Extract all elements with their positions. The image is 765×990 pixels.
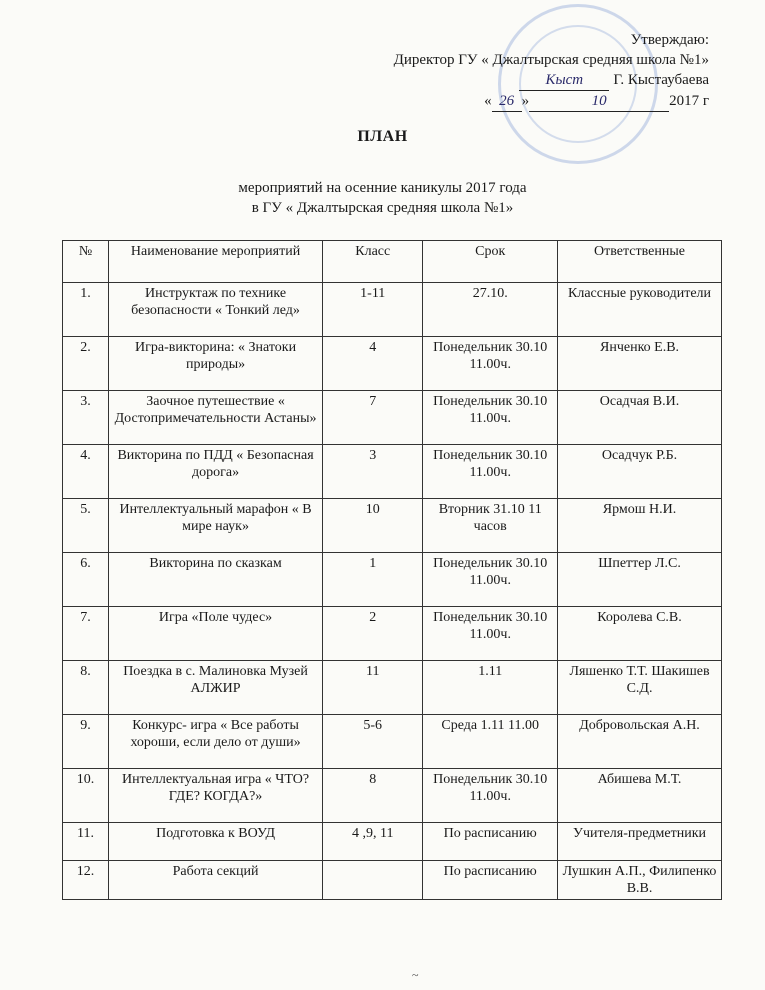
document-subtitle <box>0 178 765 218</box>
cell-resp: Шпеттер Л.С. <box>558 553 722 607</box>
cell-name: Подготовка к ВОУД <box>108 823 322 861</box>
table-row <box>63 607 722 661</box>
cell-resp: Абишева М.Т. <box>558 769 722 823</box>
table-row <box>63 769 722 823</box>
cell-num: 10. <box>63 769 109 823</box>
cell-name: Игра «Поле чудес» <box>108 607 322 661</box>
table-row <box>63 283 722 337</box>
table-row <box>63 861 722 900</box>
cell-name: Работа секций <box>108 861 322 900</box>
cell-term: Понедельник 30.10 11.00ч. <box>423 391 558 445</box>
cell-term: 27.10. <box>423 283 558 337</box>
table-row <box>63 823 722 861</box>
header-class: Класс <box>323 241 423 283</box>
header-term: Срок <box>423 241 558 283</box>
cell-name: Поездка в с. Малиновка Музей АЛЖИР <box>108 661 322 715</box>
cell-num: 6. <box>63 553 109 607</box>
cell-name: Интеллектуальная игра « ЧТО? ГДЕ? КОГДА?» <box>108 769 322 823</box>
cell-term: Понедельник 30.10 11.00ч. <box>423 769 558 823</box>
cell-resp: Лушкин А.П., Филипенко В.В. <box>558 861 722 900</box>
signature-line <box>289 70 709 91</box>
document-title: ПЛАН <box>357 128 408 145</box>
signature: Кыст <box>519 70 609 91</box>
table-row <box>63 715 722 769</box>
cell-cls: 8 <box>323 769 423 823</box>
cell-cls: 7 <box>323 391 423 445</box>
cell-resp: Королева С.В. <box>558 607 722 661</box>
cell-num: 7. <box>63 607 109 661</box>
cell-cls: 11 <box>323 661 423 715</box>
cell-num: 5. <box>63 499 109 553</box>
cell-term: Понедельник 30.10 11.00ч. <box>423 337 558 391</box>
cell-name: Заочное путешествие « Достопримечательности Астаны» <box>108 391 322 445</box>
cell-num: 8. <box>63 661 109 715</box>
date-year: 2017 г <box>669 93 709 109</box>
cell-term: По расписанию <box>423 861 558 900</box>
cell-resp: Добровольская А.Н. <box>558 715 722 769</box>
table-row <box>63 553 722 607</box>
date-month: 10 <box>529 91 669 112</box>
cell-term: Понедельник 30.10 11.00ч. <box>423 607 558 661</box>
header-responsible: Ответственные <box>558 241 722 283</box>
header-num: № <box>63 241 109 283</box>
cell-resp: Осадчая В.И. <box>558 391 722 445</box>
cell-resp: Классные руководители <box>558 283 722 337</box>
cell-cls: 4 ,9, 11 <box>323 823 423 861</box>
table-row <box>63 337 722 391</box>
cell-name: Конкурс- игра « Все работы хороши, если дело от души» <box>108 715 322 769</box>
cell-term: Понедельник 30.10 11.00ч. <box>423 445 558 499</box>
cell-num: 11. <box>63 823 109 861</box>
cell-num: 4. <box>63 445 109 499</box>
cell-name: Инструктаж по технике безопасности « Тонкий лед» <box>108 283 322 337</box>
cell-resp: Ляшенко Т.Т. Шакишев С.Д. <box>558 661 722 715</box>
cell-term: Среда 1.11 11.00 <box>423 715 558 769</box>
subtitle-line1: мероприятий на осенние каникулы 2017 года <box>238 180 527 196</box>
table-row <box>63 499 722 553</box>
cell-num: 9. <box>63 715 109 769</box>
cell-name: Интеллектуальный марафон « В мире наук» <box>108 499 322 553</box>
table-row <box>63 445 722 499</box>
cell-resp: Янченко Е.В. <box>558 337 722 391</box>
cell-cls: 2 <box>323 607 423 661</box>
cell-cls: 3 <box>323 445 423 499</box>
director-name: Г. Кыстаубаева <box>613 72 709 88</box>
table-row <box>63 391 722 445</box>
cell-name: Викторина по ПДД « Безопасная дорога» <box>108 445 322 499</box>
cell-name: Игра-викторина: « Знатоки природы» <box>108 337 322 391</box>
cell-num: 1. <box>63 283 109 337</box>
events-table <box>62 240 722 900</box>
page-mark: ~ <box>412 968 419 982</box>
cell-num: 3. <box>63 391 109 445</box>
cell-cls: 1 <box>323 553 423 607</box>
table-row <box>63 661 722 715</box>
table-header-row <box>63 241 722 283</box>
cell-resp: Учителя-предметники <box>558 823 722 861</box>
cell-cls: 10 <box>323 499 423 553</box>
cell-resp: Осадчук Р.Б. <box>558 445 722 499</box>
approval-line1: Утверждаю: <box>630 32 709 48</box>
header-name: Наименование мероприятий <box>108 241 322 283</box>
cell-term: По расписанию <box>423 823 558 861</box>
cell-name: Викторина по сказкам <box>108 553 322 607</box>
cell-term: 1.11 <box>423 661 558 715</box>
approval-date: « 26 » 10 2017 г <box>484 91 709 112</box>
cell-cls: 1-11 <box>323 283 423 337</box>
approval-line2: Директор ГУ « Джалтырская средняя школа №1» <box>393 52 709 68</box>
approval-block <box>289 30 709 112</box>
subtitle-line2: в ГУ « Джалтырская средняя школа №1» <box>251 200 514 216</box>
cell-cls <box>323 861 423 900</box>
cell-term: Понедельник 30.10 11.00ч. <box>423 553 558 607</box>
cell-cls: 4 <box>323 337 423 391</box>
cell-term: Вторник 31.10 11 часов <box>423 499 558 553</box>
cell-num: 12. <box>63 861 109 900</box>
cell-resp: Ярмош Н.И. <box>558 499 722 553</box>
date-day: 26 <box>492 91 522 112</box>
cell-cls: 5-6 <box>323 715 423 769</box>
cell-num: 2. <box>63 337 109 391</box>
